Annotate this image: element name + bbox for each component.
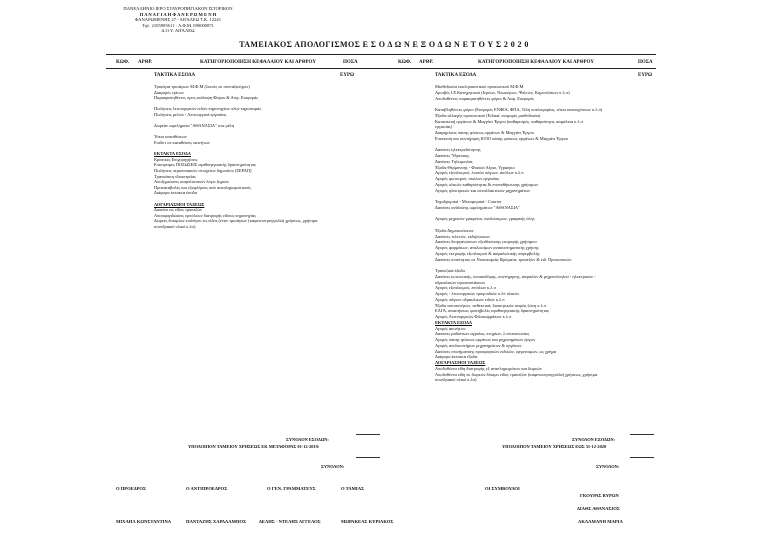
balance-carry-label: ΥΠΟΛΟΙΠΟΝ ΤΑΜΕΙΟΥ ΧΡΗΣΕΩΣ ΕΚ ΜΕΤΑΦΟΡΑΣ 01-12-2019:: [188, 444, 320, 449]
currency-left: ΕΥΡΩ: [340, 73, 355, 78]
counselors-role: ΟΙ ΣΥΜΒΟΥΛΟΙ: [485, 486, 520, 491]
line-item: Δαπάνες Ύδρευσης: [435, 153, 470, 158]
line-item: Αποδοθέντες παρακρατηθέντες φόροι & Ασφ. Εισφορές: [435, 95, 535, 101]
col-amount: ΠΟΣΑ: [343, 60, 358, 65]
line-item: Επιστροφες ΠΟΣΩΣΕΙΣ αγαθοεργειακής δραστηριότητας: [154, 162, 257, 168]
line-item: Καταβληθέντες φόροι (Εισφορές ΕΝΦΙΑ, ΦΠΑ, Τέλη κυκλοφορίας, τόκοι κατασχέσεων κ.λ.π): [435, 107, 603, 112]
line-item: Έξοδα Θέρμανσης - Φυσικό Αέριο, Υγραέριο: [435, 164, 515, 170]
currency-right: ΕΥΡΩ: [638, 73, 653, 78]
line-item: Κατασκευή οργάνων & Μαγγάνι Έργου (καθαρισμός, καθαριότητα, ασφάλεια κ.λ.π: [435, 118, 583, 124]
line-item: συνεδριακό υλικό κ.λπ): [435, 377, 477, 383]
line-item: ΕΚΤΑΚΤΑ ΕΞΟΔΑ: [435, 319, 473, 325]
line-item: Αποζημιώσεις ασφαλιστικών λόγω ζημιών: [154, 179, 229, 185]
line-item: Αγορές φαρμάκων, αναλωσίμων ανασυστηματικής χρήσης: [435, 245, 539, 250]
treasurer-name: ΜΩΡΑΚΕΑΣ ΚΥΡΙΑΚΟΣ: [341, 519, 394, 524]
line-item: Πωλήσεις περιουσιακών στοιχείων δημοσίου (ΣΕΡΑΠ): [154, 168, 252, 173]
line-item: Δωρεάν ωφελήματα "ΑΘΑΝΑΣΙΑ" στα μέλη: [154, 123, 235, 129]
secretary-role: Ο ΓΕΝ. ΓΡΑΜΜΑΤΕΥΣ: [267, 486, 316, 491]
header-line: Π Α Ν Α Γ Ι Α Η Φ Α Ν Ε Ρ Ω Μ Ε Ν Η: [139, 11, 217, 17]
line-item: Διάφορα έκτακτα έξοδα: [435, 354, 478, 360]
line-item: Αγορές φωτισμού, σκόλων εργασίας: [435, 176, 500, 181]
line-item: Δαπάνες Τηλεφωνίας: [435, 158, 473, 164]
col-article: ΑΡΘΡ.: [138, 60, 153, 65]
line-item: συνεδριακό υλικό κ.λπ): [154, 224, 196, 229]
line-item: Επισκευή και συντήρηση ΚΤΙΟ πάσης φύσεως οργάνων & Μαγγάνι Έργου: [435, 135, 569, 141]
line-item: Αγορές μηχανών γραφείου, αναλώσιμων, γραφικής ύλης: [435, 216, 535, 222]
line-item: Έξοδα αλλαγής προσωπικού (Ειδικά, εισφορές μισθοδοσία): [435, 112, 541, 118]
line-item: Δαπάνες ανάλυσης ωφελημάτων "ΑΘΑΝΑΣΙΑ": [435, 204, 520, 210]
line-item: Πωλήσεις μελών - Λειτουργικά εργασίας: [154, 112, 227, 117]
income-total-label: ΣΥΝΟΛΟΝ ΕΣΟΔΩΝ:: [286, 437, 329, 442]
line-item: Δωρεές δοκιμίων επιλόγου εις είδος (έναν τρισάγιων (καφενοστρογγυλία) χρήσεως, χρήσιμα: [154, 218, 318, 224]
line-item: Αγορές - λειτουργικών τραγουδιών κ.λπ υλικών: [435, 291, 520, 296]
line-item: ΕΚΤΑΚΤΑ ΕΣΟΔΑ: [154, 151, 191, 157]
line-item: Προκαταβολές και εξοφλήσεις από αναπληρωματικούς: [154, 184, 251, 190]
line-item: Αγορές εκτροφής εξοπλισμού & ασφαλιστικής παρεμβολής: [435, 250, 540, 256]
line-item: Δικαίου εις είδος τραπεζών: [154, 207, 202, 213]
line-item: Διαφημίσεις πάσης φύσεως οργάνων & Μαγγάνι Έργου: [435, 130, 534, 135]
line-item: Δαπάνες ραδιόνιων αγροίας, κτηρίων, λ.επικοινωνίας: [435, 331, 530, 337]
line-item: Δαπάνες κοινωνικής, ανοικοδόμης, συντήρησης, ασφαλών & μηχανολογίου - ηλεκτρικών -: [435, 273, 596, 279]
header-rule: [106, 68, 656, 69]
line-item: Αποδοθέντα είδη διατροφής εξ αναπληρωμάτων και δωρεών: [435, 365, 542, 371]
line-item: Αγορές πάγιων υδραυλικών ειδών κ.λ.π: [435, 296, 505, 302]
line-item: ΕΛΓΑ, απαιτήσεως φοιτηβολές αγαθοεργειακής δραστηριότητας: [435, 308, 550, 314]
header-line: ΠΑΝΕΛΛΗΝΙΟ ΙΕΡΟ ΣΤΑΥΡΟΠΗΓΙΑΚΟΝ ΙΣΤΟΡΙΚΟΝ: [123, 6, 233, 11]
left-sum-label: ΣΥΝΟΛΟΝ:: [321, 464, 345, 469]
line-item: Δαπάνες επισήμανσης προσφυγικών ειδικών, οργανισμών, ως χρήμα: [435, 348, 557, 354]
counselor-name: ΑΚΛΑΜΑΝΗ ΜΑΡΙΑ: [578, 519, 623, 524]
line-item: ΛΟΓΑΡΙΑΣΜΟΙ ΤΑΞΕΩΣ: [154, 201, 205, 207]
vice-president-role: Ο ΑΝΤΙΠΡΟΕΔΡΟΣ: [186, 486, 228, 491]
counselor-name: ΔΙΑΘΣ ΑΘΑΝΑΣΙΟΣ: [577, 506, 620, 511]
line-item: ΛΟΓΑΡΙΑΣΜΟΙ ΤΑΞΕΩΣ: [435, 360, 486, 365]
line-item: Έξοδα Δημοσιεύσεων: [435, 227, 474, 233]
balance-end-label: ΥΠΟΛΟΙΠΟΝ ΤΑΜΕΙΟΥ ΧΡΗΣΕΩΣ ΕΩΣ 31-12-2020: [502, 444, 607, 449]
col-code-right: ΚΩΦ.: [398, 60, 412, 65]
line-item: Διάφορα έκτακτα έσοδα: [154, 190, 197, 196]
president-name: ΜΙΧΑΗΛ ΚΩΝΣΤΑΝΤΙΝΑ: [116, 519, 172, 524]
left-section-title: ΤΑΚΤΙΚΑ ΕΣΟΔΑ: [154, 73, 196, 78]
line-item: Επιδοτ σε καταθέσεις ακινήτων: [154, 140, 210, 145]
expense-total-label: ΣΥΝΟΛΟΝ ΕΞΟΔΩΝ:: [572, 437, 615, 442]
expense-total-line: [630, 434, 654, 435]
col-article-right: ΑΡΘΡ.: [419, 60, 434, 65]
line-item: εργασίας): [435, 124, 453, 130]
line-item: Αγορές ακινήτων: [435, 325, 466, 331]
line-item: Δαπάνες ποσότητας σε Νοσοκομεία Ιδρύματα, τραπεζών & ειδ. Προσωπικών: [435, 256, 572, 262]
right-sum-label: ΣΥΝΟΛΟΝ:: [596, 464, 620, 469]
line-item: Δαπάνες διοργανώσεων εξειδίκευσης εκτροφής χρήσιμου: [435, 239, 537, 245]
organization-header: [108, 6, 248, 34]
line-item: Αποσφαγιδώσεις εμπόλεων διατροφής είδους κηροπηγίας: [154, 212, 256, 218]
president-role: Ο ΠΡΟΕΔΡΟΣ: [116, 486, 147, 491]
line-item: Μισθοδοσία εκκλησιαστικού προσωπικού Μ.Φ.Μ: [435, 84, 524, 89]
secretary-name: ΔΕΛΗΣ - ΝΤΕΛΗΣ ΑΓΓΕΛΟΣ: [259, 519, 321, 524]
col-category-right: ΚΑΤΗΓΟΡΙΟΠΟΙΗΣΗ ΚΕΦΑΛΑΙΟΥ ΚΑΙ ΑΡΘΡΟΥ: [478, 60, 594, 65]
line-item: Αγορές υλικών καθαριότητας & εναποθήκευσης χρήσιμων: [435, 181, 539, 187]
line-item: Αγορές εξοπλισμού, επίπλων κ.λ.π: [435, 285, 496, 291]
sum-line-left: [356, 457, 380, 458]
line-item: Τρανσάκτη ιδιοκτησίας: [154, 173, 196, 179]
line-item: υδραυλικών εγκαταστάσεων: [435, 279, 486, 285]
line-item: Ταχυδρομικά - Μεταφορικά - Courier: [435, 199, 502, 204]
document-title: ΤΑΜΕΙΑΚΟΣ ΑΠΟΛΟΓΙΣΜΟΣ Ε Σ Ο Δ Ω Ν Ε Ξ Ο Δ Ω Ν Ε Τ Ο Υ Σ 2 0 2 0: [239, 40, 529, 49]
header-line: Δ.Ο.Υ. ΑΙΓΑΛΕΩ: [161, 28, 195, 34]
line-item: Αμοιβές Ι.Ε.Κατηχητικού (Ιερέων, Νεωκόρων, Ψαλτών, Κηροπλόκων κ.λ.π): [435, 89, 570, 95]
sum-line-right: [630, 457, 654, 458]
income-total-line: [356, 434, 380, 435]
col-code: ΚΩΦ.: [116, 60, 130, 65]
line-item: Αγορές πάσης φύσεως οργάνων και μηχανημάτων έργων: [435, 337, 536, 342]
line-item: Κρατικές Επιχορηγήσεις: [154, 156, 198, 162]
line-item: Αγορές εξοπλισμού, λοιπών πάγιων, ασύλων κ.λ.π: [435, 170, 524, 176]
line-item: Πωλήσεις λειτουργικών ειδών κηροπηγίων πλην κηροσειράς: [154, 106, 262, 112]
line-item: Αγορές Λειτουργικών Φιλοκαρμάκων κ.λ.π: [435, 314, 512, 319]
line-item: Τόκοι καταθέσεων: [154, 134, 187, 140]
counselor-name: ΓΚΟΥΡΑΣ ΒΥΡΩΝ: [580, 493, 619, 498]
line-item: Δαπάνες τελετών, εκδηλώσεων: [435, 233, 491, 239]
header-line: Τηλ. 2105905611 - Α.Φ.Μ. 090000871: [142, 22, 214, 28]
col-category: ΚΑΤΗΓΟΡΙΟΠΟΙΗΣΗ ΚΕΦΑΛΑΙΟΥ ΚΑΙ ΑΡΘΡΟΥ: [200, 60, 316, 65]
treasurer-role: Ο ΤΑΜΙΑΣ: [341, 486, 365, 491]
line-item: Διαφορές τρίτων: [154, 89, 184, 95]
line-item: Αγορές ανελκυστήρων μηχανημάτων & οργάνων: [435, 342, 522, 348]
line-item: Παρακρατηθέντες προς εκάλυψη Φόρου & Ασφ. Εισφοράς: [154, 95, 259, 101]
line-item: Αποδοθέντα είδη εκ δωρεών δόκιμο είδος τραπεζών (καφενοστρογγυλία) χρήσεως, χρήσιμα: [435, 371, 598, 377]
line-item: Τραπεζικά έξοδα: [435, 268, 465, 273]
col-amount-right: ΠΟΣΑ: [638, 60, 653, 65]
line-item: Τρισάγια τρισάγιων Μ.Φ.Μ (λοιπές εκ συνταξιούχων): [154, 84, 250, 89]
top-rule: [106, 54, 656, 55]
header-line: ΦΑΝΑΡΩΜΕΝΗΣ 27 - ΑΙΓΑΛΕΩ Τ.Κ. 12241: [134, 17, 221, 23]
vice-president-name: ΠΑΝΤΑΖΗΣ ΧΑΡΑΛΑΜΠΟΣ: [186, 519, 247, 524]
line-item: Δαπάνες ηλεκτροδότησης: [435, 147, 481, 153]
line-item: Έξοδα αυτοκινήτων, ανθεκτικά, διοικητικών σειράς ζώνη κ.λ.π: [435, 302, 547, 308]
right-section-title: ΤΑΚΤΙΚΑ ΕΞΟΔΑ: [435, 73, 477, 78]
line-item: Αγορές ηλεκτρικών και ανταλλακτικών μηχανημάτων: [435, 187, 530, 193]
